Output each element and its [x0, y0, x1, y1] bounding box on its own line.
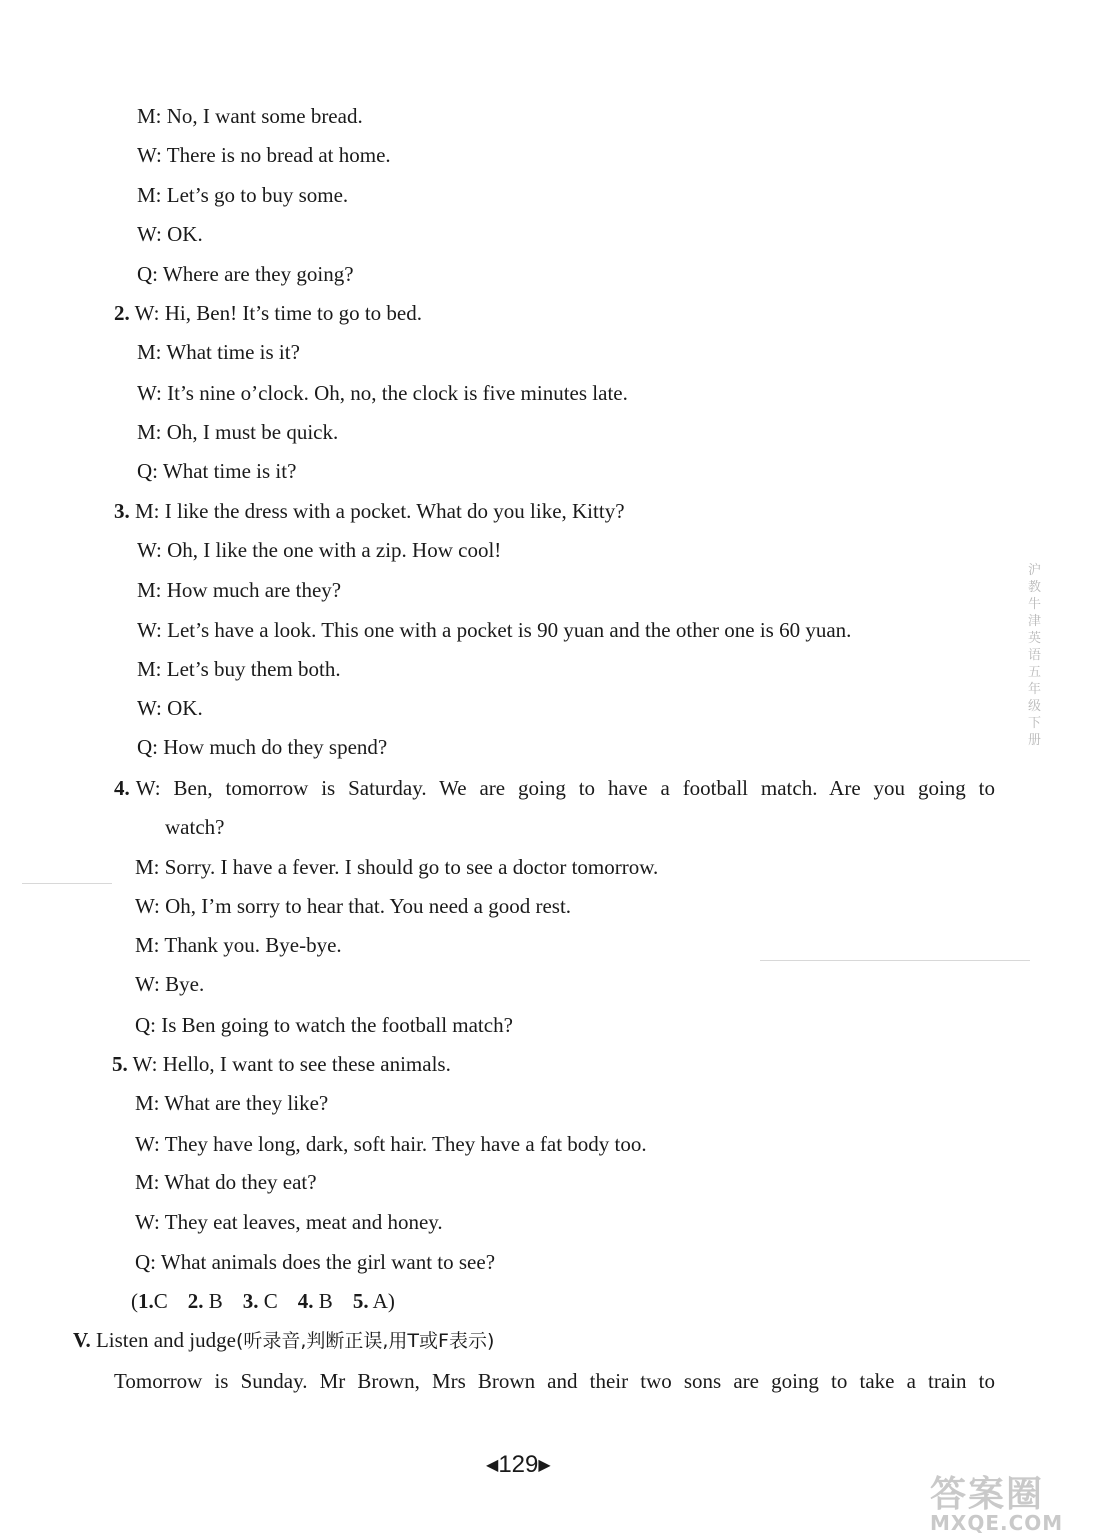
- question-line: [137, 458, 296, 484]
- line-text: Q: What time is it?: [137, 459, 297, 483]
- dialogue-line: [114, 775, 995, 801]
- dialogue-line: [112, 1051, 451, 1077]
- item-number: 5.: [112, 1052, 128, 1076]
- dialogue-line: [137, 656, 341, 682]
- fold-mark: [760, 960, 1030, 961]
- dialogue-line: [135, 854, 658, 880]
- dialogue-line-continued: [165, 814, 224, 840]
- line-text: M: Oh, I must be quick.: [137, 420, 339, 444]
- question-line: [137, 734, 387, 760]
- line-text: W: It’s nine o’clock. Oh, no, the clock is five minutes late.: [137, 381, 628, 405]
- section-instruction: (听录音,判断正误,用T或F表示): [235, 1330, 495, 1352]
- line-text: W: Hello, I want to see these animals.: [132, 1052, 451, 1076]
- dialogue-line: [137, 380, 628, 406]
- line-text: M: I like the dress with a pocket. What do you like, Kitty?: [135, 499, 625, 523]
- dialogue-line: [135, 971, 204, 997]
- answer-open: (: [131, 1289, 138, 1313]
- line-text: Q: Is Ben going to watch the football match?: [135, 1013, 513, 1037]
- line-text: M: No, I want some bread.: [137, 104, 363, 128]
- section-heading: [73, 1327, 494, 1354]
- line-text: M: Let’s go to buy some.: [137, 183, 349, 207]
- dialogue-line: [137, 695, 203, 721]
- section-numeral: V.: [73, 1328, 91, 1352]
- dialogue-line: [137, 577, 341, 603]
- line-text: W: Ben, tomorrow is Saturday. We are going to have a football match. Are you going to: [135, 776, 995, 800]
- line-text: W: OK.: [137, 696, 203, 720]
- dialogue-line: [137, 339, 300, 365]
- page-number: ◀129▶: [486, 1451, 551, 1478]
- line-text: W: Let’s have a look. This one with a pocket is 90 yuan and the other one is 60 yuan.: [137, 618, 852, 642]
- dialogue-line: [135, 1090, 328, 1116]
- dialogue-line: [114, 300, 422, 326]
- line-text: W: They eat leaves, meat and honey.: [135, 1210, 443, 1234]
- answer-close: ): [387, 1289, 395, 1313]
- line-text: M: Thank you. Bye-bye.: [135, 933, 342, 957]
- question-line: [135, 1012, 513, 1038]
- line-text: M: What are they like?: [135, 1091, 329, 1115]
- dialogue-line: [114, 498, 625, 524]
- line-text: M: What time is it?: [137, 340, 300, 364]
- dialogue-line: [137, 182, 348, 208]
- item-number: 4.: [114, 776, 130, 800]
- fold-mark: [22, 883, 112, 884]
- line-text: Q: What animals does the girl want to see?: [135, 1250, 496, 1274]
- section-title: Listen and judge: [95, 1328, 236, 1352]
- line-text: Q: How much do they spend?: [137, 735, 388, 759]
- dialogue-line: [135, 1131, 647, 1157]
- item-number: 3.: [114, 499, 130, 523]
- item-number: 2.: [114, 301, 130, 325]
- dialogue-line: [137, 419, 338, 445]
- dialogue-line: [137, 103, 363, 129]
- line-text: W: Hi, Ben! It’s time to go to bed.: [134, 301, 422, 325]
- left-triangle-icon: ◀: [486, 1457, 499, 1474]
- line-text: M: Let’s buy them both.: [137, 657, 341, 681]
- dialogue-line: [137, 617, 851, 643]
- dialogue-line: [137, 537, 501, 563]
- line-text: W: Bye.: [135, 972, 205, 996]
- dialogue-line: [135, 1169, 317, 1195]
- line-text: watch?: [165, 815, 225, 839]
- dialogue-line: [137, 142, 391, 168]
- dialogue-line: [135, 893, 571, 919]
- line-text: W: There is no bread at home.: [137, 143, 391, 167]
- dialogue-line: [137, 221, 203, 247]
- question-line: [135, 1249, 495, 1275]
- line-text: M: How much are they?: [137, 578, 342, 602]
- watermark-logo: [930, 1466, 1100, 1535]
- margin-running-title: 沪教牛津英语五年级下册: [1028, 563, 1042, 748]
- question-line: [137, 261, 354, 287]
- line-text: W: They have long, dark, soft hair. They have a fat body too.: [135, 1132, 647, 1156]
- line-text: Tomorrow is Sunday. Mr Brown, Mrs Brown and their two sons are going to take a train to: [114, 1369, 995, 1393]
- right-triangle-icon: ▶: [538, 1457, 551, 1474]
- dialogue-line: [135, 1209, 443, 1235]
- line-text: M: Sorry. I have a fever. I should go to see a doctor tomorrow.: [135, 855, 659, 879]
- line-text: W: Oh, I’m sorry to hear that. You need a good rest.: [135, 894, 572, 918]
- answer-key: (1.C 2. B 3. C 4. B 5. A): [131, 1289, 395, 1313]
- line-text: W: OK.: [137, 222, 203, 246]
- passage-line: [114, 1368, 995, 1394]
- watermark-en: MXQE.COM: [930, 1511, 1064, 1535]
- line-text: M: What do they eat?: [135, 1170, 317, 1194]
- line-text: W: Oh, I like the one with a zip. How cool!: [137, 538, 502, 562]
- dialogue-line: [135, 932, 342, 958]
- line-text: Q: Where are they going?: [137, 262, 354, 286]
- watermark-cn: 答案圈: [930, 1474, 1045, 1515]
